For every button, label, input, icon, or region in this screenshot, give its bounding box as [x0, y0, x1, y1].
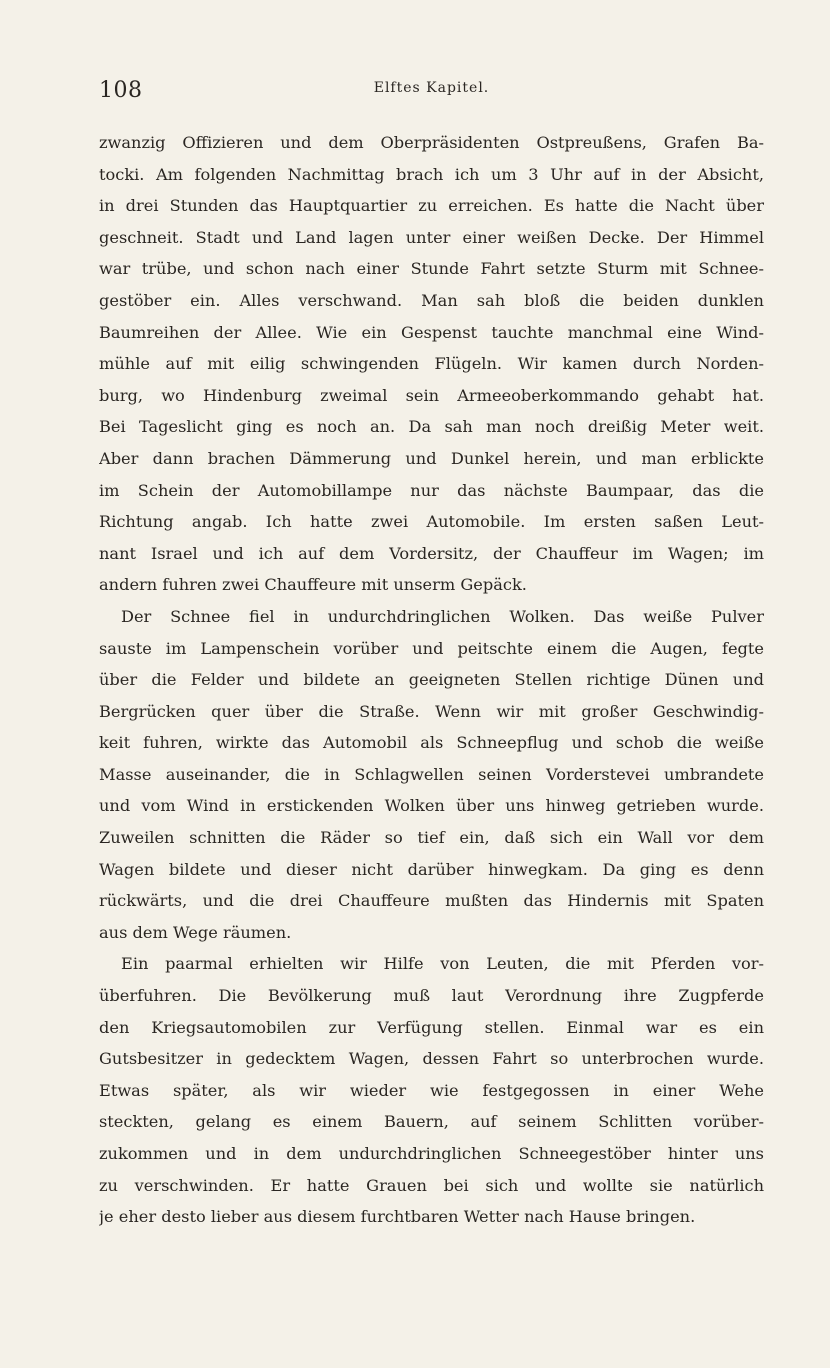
text-line: überfuhren. Die Bevölkerung muß laut Verordnung ihre Zugpferde: [99, 986, 764, 1006]
text-line: den Kriegsautomobilen zur Verfügung stellen. Einmal war es ein: [99, 1017, 764, 1037]
text-line: Zuweilen schnitten die Räder so tief ein, daß sich ein Wall vor dem: [99, 828, 764, 848]
text-line: im Schein der Automobillampe nur das nächste Baumpaar, das die: [99, 480, 764, 500]
text-line: war trübe, und schon nach einer Stunde Fahrt setzte Sturm mit Schnee-: [99, 259, 764, 279]
text-line: zukommen und in dem undurchdringlichen Schneegestöber hinter uns: [99, 1144, 764, 1163]
text-line: sauste im Lampenschein vorüber und peitschte einem die Augen, fegte: [99, 638, 764, 658]
text-line: Wagen bildete und dieser nicht darüber hinwegkam. Da ging es denn: [99, 859, 764, 879]
text-line: tocki. Am folgenden Nachmittag brach ich um 3 Uhr auf in der Absicht,: [99, 164, 764, 184]
text-line: aus dem Wege räumen.: [99, 922, 292, 942]
text-line: Etwas später, als wir wieder wie festgegossen in einer Wehe: [99, 1080, 764, 1100]
text-line: in drei Stunden das Hauptquartier zu erreichen. Es hatte die Nacht über: [99, 196, 764, 216]
text-line: Baumreihen der Allee. Wie ein Gespenst tauchte manchmal eine Wind-: [99, 322, 764, 342]
running-head: [99, 70, 764, 110]
text-line: Gutsbesitzer in gedecktem Wagen, dessen Fahrt so unterbrochen wurde.: [99, 1049, 764, 1069]
text-line: steckten, gelang es einem Bauern, auf seinem Schlitten vorüber-: [99, 1112, 764, 1132]
text-line: Der Schnee fiel in undurchdringlichen Wolken. Das weiße Pulver: [121, 606, 764, 626]
text-line: zwanzig Offizieren und dem Oberpräsidenten Ostpreußens, Grafen Ba-: [99, 133, 764, 152]
text-line: rückwärts, und die drei Chauffeure mußten das Hindernis mit Spaten: [99, 891, 764, 911]
text-line: keit fuhren, wirkte das Automobil als Schneepflug und schob die weiße: [99, 733, 764, 753]
text-line: Masse auseinander, die in Schlagwellen seinen Vorderstevei umbrandete: [99, 764, 764, 784]
text-line: gestöber ein. Alles verschwand. Man sah bloß die beiden dunklen: [99, 290, 764, 310]
chapter-title: Elftes Kapitel.: [373, 80, 490, 96]
text-line: und vom Wind in erstickenden Wolken über uns hinweg getrieben wurde.: [99, 796, 764, 816]
text-line: Bergrücken quer über die Straße. Wenn wir mit großer Geschwindig-: [99, 701, 764, 721]
page-number: 108: [99, 78, 143, 103]
text-line: zu verschwinden. Er hatte Grauen bei sich und wollte sie natürlich: [99, 1175, 764, 1195]
text-line: über die Felder und bildete an geeigneten Stellen richtige Dünen und: [99, 670, 764, 690]
text-line: mühle auf mit eilig schwingenden Flügeln. Wir kamen durch Norden-: [99, 354, 764, 374]
text-line: geschneit. Stadt und Land lagen unter einer weißen Decke. Der Himmel: [99, 227, 764, 247]
text-line: je eher desto lieber aus diesem furchtbaren Wetter nach Hause bringen.: [99, 1207, 696, 1227]
text-line: Ein paarmal erhielten wir Hilfe von Leuten, die mit Pferden vor-: [121, 954, 764, 974]
text-line: nant Israel und ich auf dem Vordersitz, der Chauffeur im Wagen; im: [99, 543, 764, 563]
text-line: Richtung angab. Ich hatte zwei Automobile. Im ersten saßen Leut-: [99, 512, 764, 532]
text-line: burg, wo Hindenburg zweimal sein Armeeoberkommando gehabt hat.: [99, 385, 764, 405]
text-line: Aber dann brachen Dämmerung und Dunkel herein, und man erblickte: [99, 448, 764, 468]
text-line: andern fuhren zwei Chauffeure mit unserm Gepäck.: [99, 575, 527, 595]
body-text: [99, 127, 764, 1233]
text-line: Bei Tageslicht ging es noch an. Da sah man noch dreißig Meter weit.: [99, 417, 764, 437]
